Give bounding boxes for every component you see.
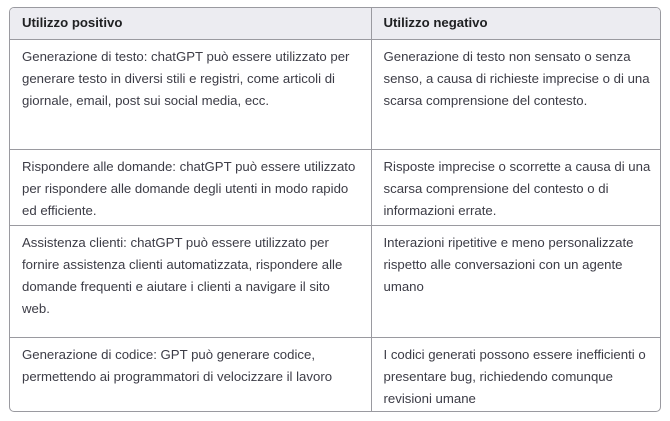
cell-positive-text-generation: Generazione di testo: chatGPT può essere utilizzato per generare testo in diversi stili e registri, come articoli di giornale, email, post sui social media, ecc. [10,39,371,149]
cell-negative-code-generation: I codici generati possono essere inefficienti o presentare bug, richiedendo comunque revisioni umane [383,346,646,406]
header-positive-use: Utilizzo positivo [10,8,371,39]
table-row [10,149,661,225]
cell-positive-answering-questions: Rispondere alle domande: chatGPT può essere utilizzato per rispondere alle domande degli utenti in modo rapido ed efficiente. [10,149,371,225]
cell-positive-customer-support: Assistenza clienti: chatGPT può essere utilizzato per fornire assistenza clienti automatizzata, rispondere alle domande frequenti e aiutare i clienti a navigare il sito web. [10,225,371,337]
cell-positive-code-generation: Generazione di codice: GPT può generare codice, permettendo ai programmatori di velocizzare il lavoro [10,337,371,411]
table-row [10,337,661,411]
table-header-row [10,8,661,39]
comparison-table-container [9,7,661,412]
cell-negative-answering-questions: Risposte imprecise o scorrette a causa di una scarsa comprensione del contesto o di informazioni errate. [371,149,661,225]
table-row [10,39,661,149]
comparison-table [10,8,661,411]
cell-negative-customer-support: Interazioni ripetitive e meno personalizzate rispetto alle conversazioni con un agente umano [371,225,661,337]
header-negative-use: Utilizzo negativo [371,8,661,39]
table-row [10,225,661,337]
cell-negative-text-generation: Generazione di testo non sensato o senza senso, a causa di richieste imprecise o di una scarsa comprensione del contesto. [371,39,661,149]
